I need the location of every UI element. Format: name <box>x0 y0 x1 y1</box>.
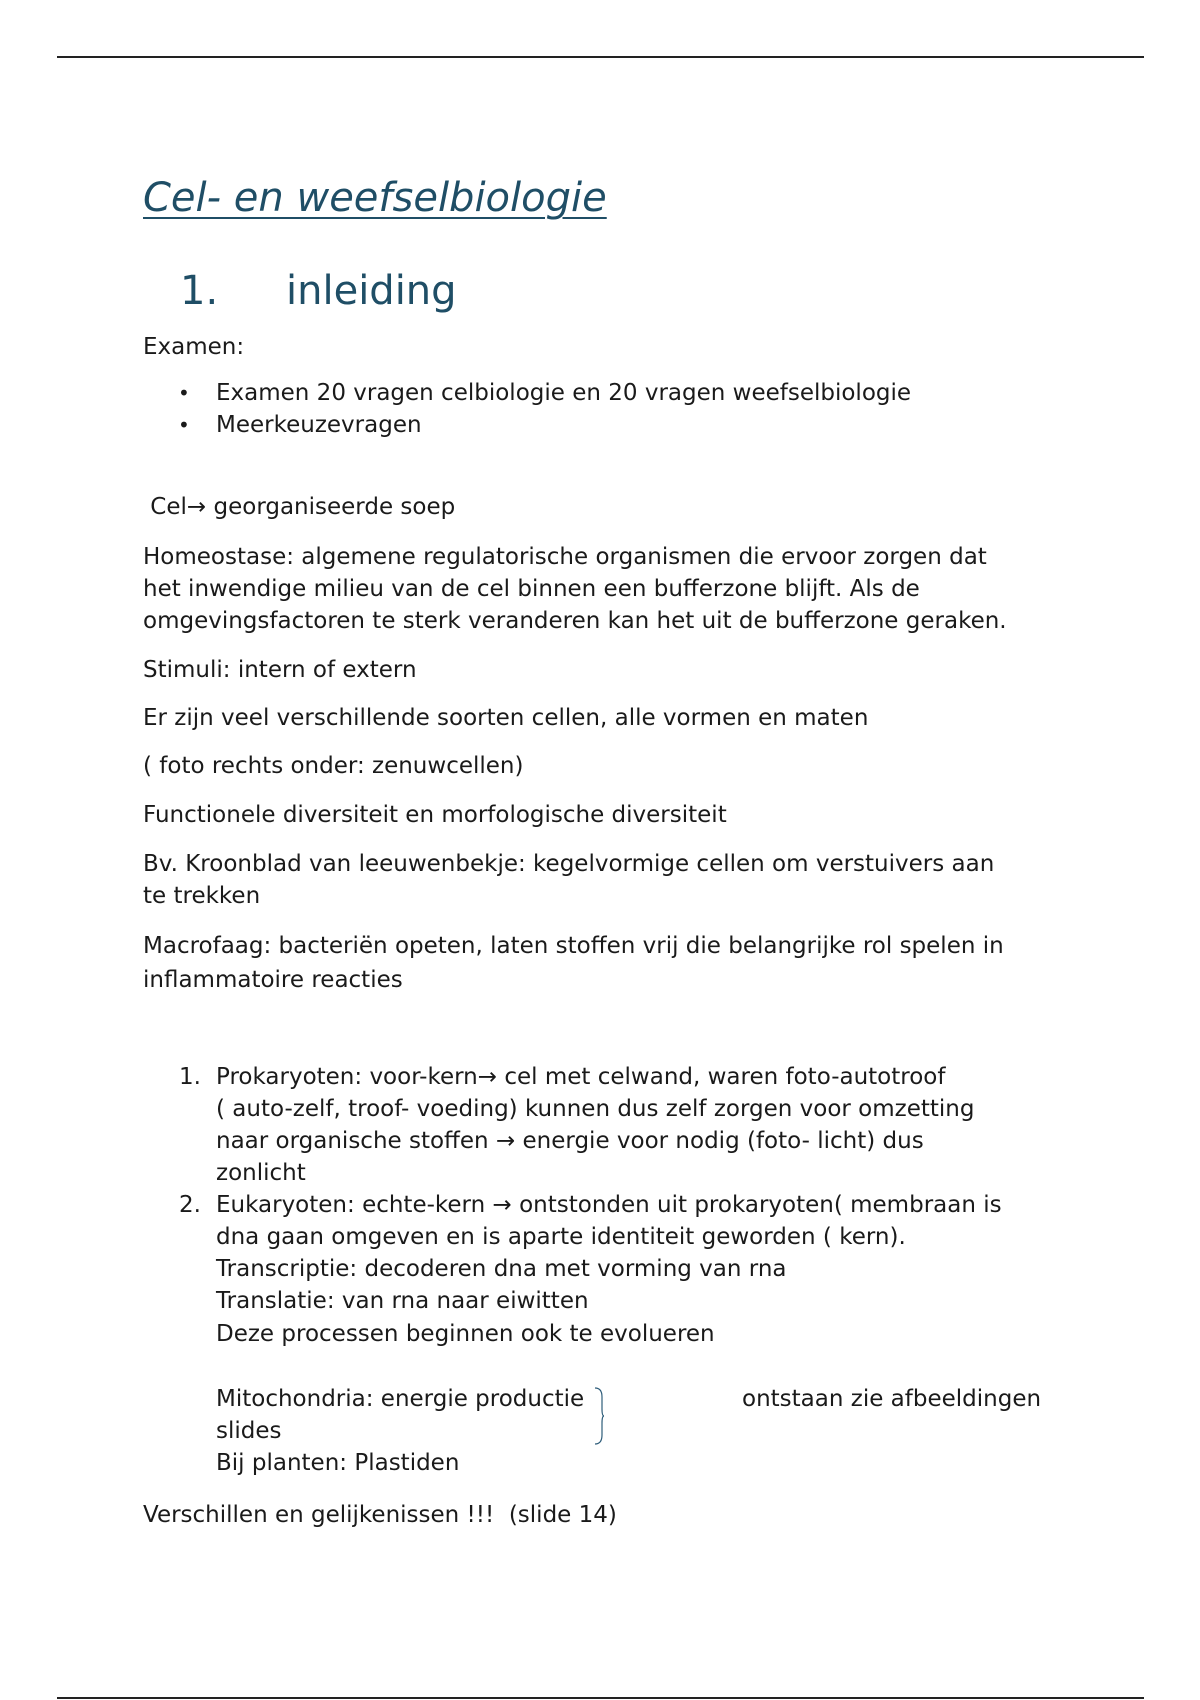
text-line: zonlicht <box>216 1160 306 1186</box>
blank-line <box>216 1351 1002 1383</box>
list-item: • Examen 20 vragen celbiologie en 20 vragen weefselbiologie <box>143 377 911 409</box>
list-number: 2. <box>179 1192 201 1218</box>
cell-types-paragraph: Er zijn veel verschillende soorten cellen, alle vormen en maten <box>143 705 869 731</box>
text-line: te trekken <box>143 883 261 909</box>
text-line: Prokaryoten: voor-kern→ cel met celwand, waren foto-autotroof <box>216 1064 946 1090</box>
text-line: Deze processen beginnen ook te evolueren <box>216 1321 715 1347</box>
text-line: inflammatoire reacties <box>143 967 403 993</box>
text-line: Transcriptie: decoderen dna met vorming van rna <box>216 1256 787 1282</box>
text-line: Translatie: van rna naar eiwitten <box>216 1288 589 1314</box>
text-line: Macrofaag: bacteriën opeten, laten stoffen vrij die belangrijke rol spelen in <box>143 933 1004 959</box>
text-line: Bij planten: Plastiden <box>216 1450 460 1476</box>
kroonblad-paragraph <box>143 848 994 912</box>
footer-rule <box>57 1697 1144 1699</box>
section-number: 1. <box>180 268 219 314</box>
list-number: 1. <box>179 1064 201 1090</box>
header-rule <box>57 56 1144 58</box>
text-line: slides <box>216 1418 282 1444</box>
section-heading <box>180 268 457 314</box>
list-item <box>143 1061 1002 1189</box>
text-line: omgevingsfactoren te sterk veranderen kan het uit de bufferzone geraken. <box>143 608 1007 634</box>
photo-note-paragraph: ( foto rechts onder: zenuwcellen) <box>143 753 524 779</box>
numbered-list <box>143 1061 1042 1479</box>
text-line: naar organische stoffen → energie voor nodig (foto- licht) dus <box>216 1128 924 1154</box>
list-item: • Meerkeuzevragen <box>143 409 911 441</box>
section-title: inleiding <box>286 268 457 314</box>
text-line: ontstaan zie afbeeldingen <box>742 1386 1042 1412</box>
mitochondria-line <box>216 1383 1042 1415</box>
homeostase-paragraph <box>143 541 1007 637</box>
text-line: Mitochondria: energie productie <box>216 1386 585 1412</box>
macrofaag-paragraph <box>143 929 1004 997</box>
right-brace-icon <box>594 1387 604 1445</box>
document-title: Cel- en weefselbiologie <box>143 175 607 221</box>
text-line: dna gaan omgeven en is aparte identiteit geworden ( kern). <box>216 1224 906 1250</box>
stimuli-paragraph: Stimuli: intern of extern <box>143 657 417 683</box>
text-line: Bv. Kroonblad van leeuwenbekje: kegelvormige cellen om verstuivers aan <box>143 851 995 877</box>
differences-paragraph: Verschillen en gelijkenissen !!! (slide 14) <box>143 1502 617 1528</box>
text-line: Homeostase: algemene regulatorische organismen die ervoor zorgen dat <box>143 544 987 570</box>
list-item <box>143 1189 1042 1479</box>
exam-bullet-list <box>143 377 911 441</box>
text-line: het inwendige milieu van de cel binnen een bufferzone blijft. Als de <box>143 576 920 602</box>
exam-label: Examen: <box>143 334 245 360</box>
cel-paragraph: Cel→ georganiseerde soep <box>143 494 456 520</box>
text-line: ( auto-zelf, troof- voeding) kunnen dus zelf zorgen voor omzetting <box>216 1096 975 1122</box>
diversity-paragraph: Functionele diversiteit en morfologische diversiteit <box>143 802 727 828</box>
text-line: Eukaryoten: echte-kern → ontstonden uit prokaryoten( membraan is <box>216 1192 1002 1218</box>
